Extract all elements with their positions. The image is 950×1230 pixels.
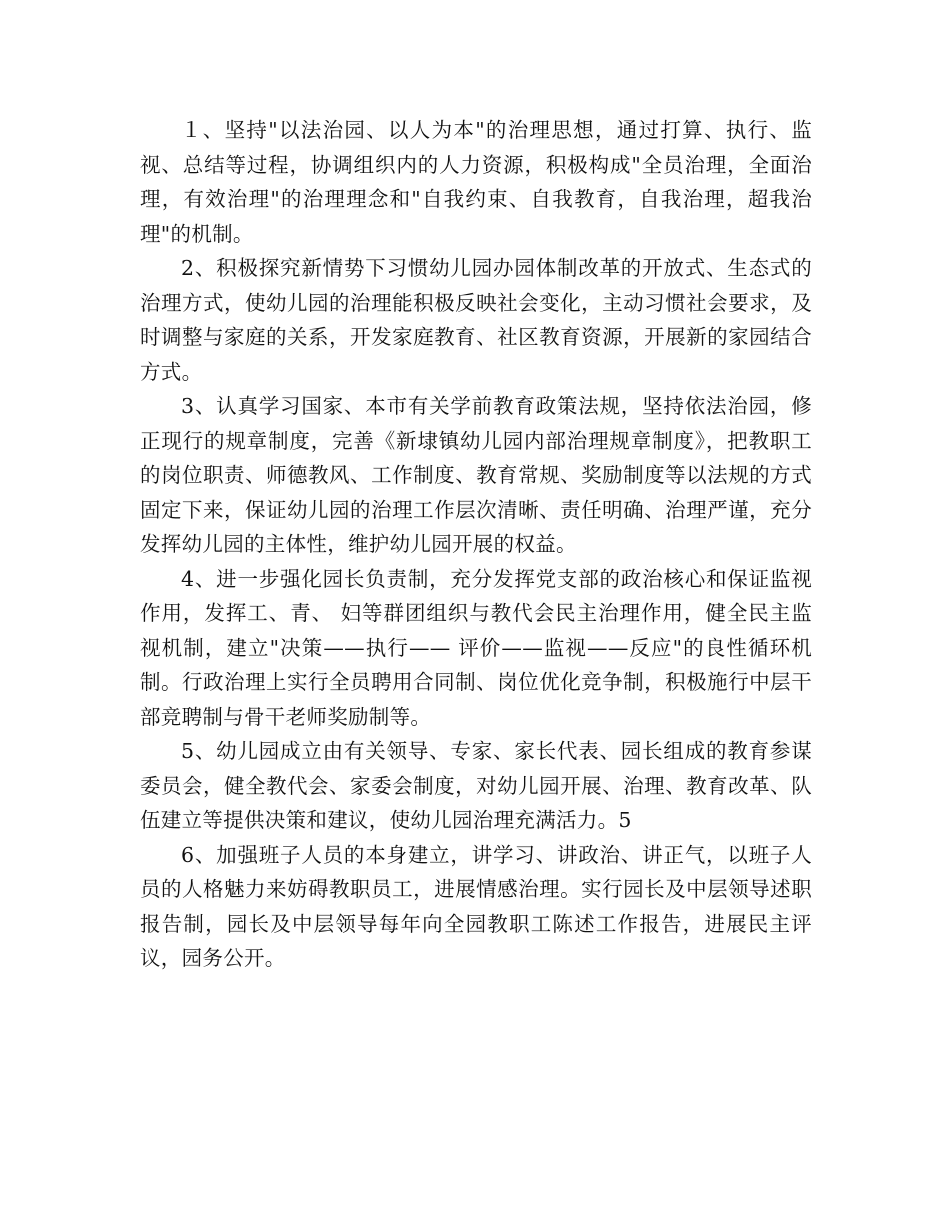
paragraph-4: 4、进一步强化园长负责制，充分发挥党支部的政治核心和保证监视作用，发挥工、青、 妇等群团组织与教代会民主治理作用，健全民主监视机制，建立"决策——执行—— 评价——监视——反应"的良性循环机制。行政治理上实行全员聘用合同制、岗位优化竞争制，积极施行中层干部竞聘制与骨干老师奖励制等。 [140,566,812,729]
document-body [140,113,812,976]
paragraph-5: 5、幼儿园成立由有关领导、专家、家长代表、园长组成的教育参谋委员会，健全教代会、家委会制度，对幼儿园开展、治理、教育改革、队伍建立等提供决策和建议，使幼儿园治理充满活力。5 [140,739,812,832]
paragraph-1: １、坚持"以法治园、以人为本"的治理思想，通过打算、执行、监视、总结等过程，协调组织内的人力资源，积极构成"全员治理，全面治理，有效治理"的治理理念和"自我约束、自我教育，自我治理，超我治理"的机制。 [140,118,812,246]
paragraph-2: 2、积极探究新情势下习惯幼儿园办园体制改革的开放式、生态式的治理方式，使幼儿园的治理能积极反映社会变化，主动习惯社会要求，及时调整与家庭的关系，开发家庭教育、社区教育资源，开展新的家园结合方式。 [140,256,812,384]
paragraph-3: 3、认真学习国家、本市有关学前教育政策法规，坚持依法治园，修正现行的规章制度，完善《新埭镇幼儿园内部治理规章制度》，把教职工的岗位职责、师德教风、工作制度、教育常规、奖励制度等以法规的方式固定下来，保证幼儿园的治理工作层次清晰、责任明确、治理严谨，充分发挥幼儿园的主体性，维护幼儿园开展的权益。 [140,394,812,556]
paragraph-6: 6、加强班子人员的本身建立，讲学习、讲政治、讲正气，以班子人员的人格魅力来妨碍教职员工，进展情感治理。实行园长及中层领导述职报告制，园长及中层领导每年向全园教职工陈述工作报告，进展民主评议，园务公开。 [140,842,812,970]
